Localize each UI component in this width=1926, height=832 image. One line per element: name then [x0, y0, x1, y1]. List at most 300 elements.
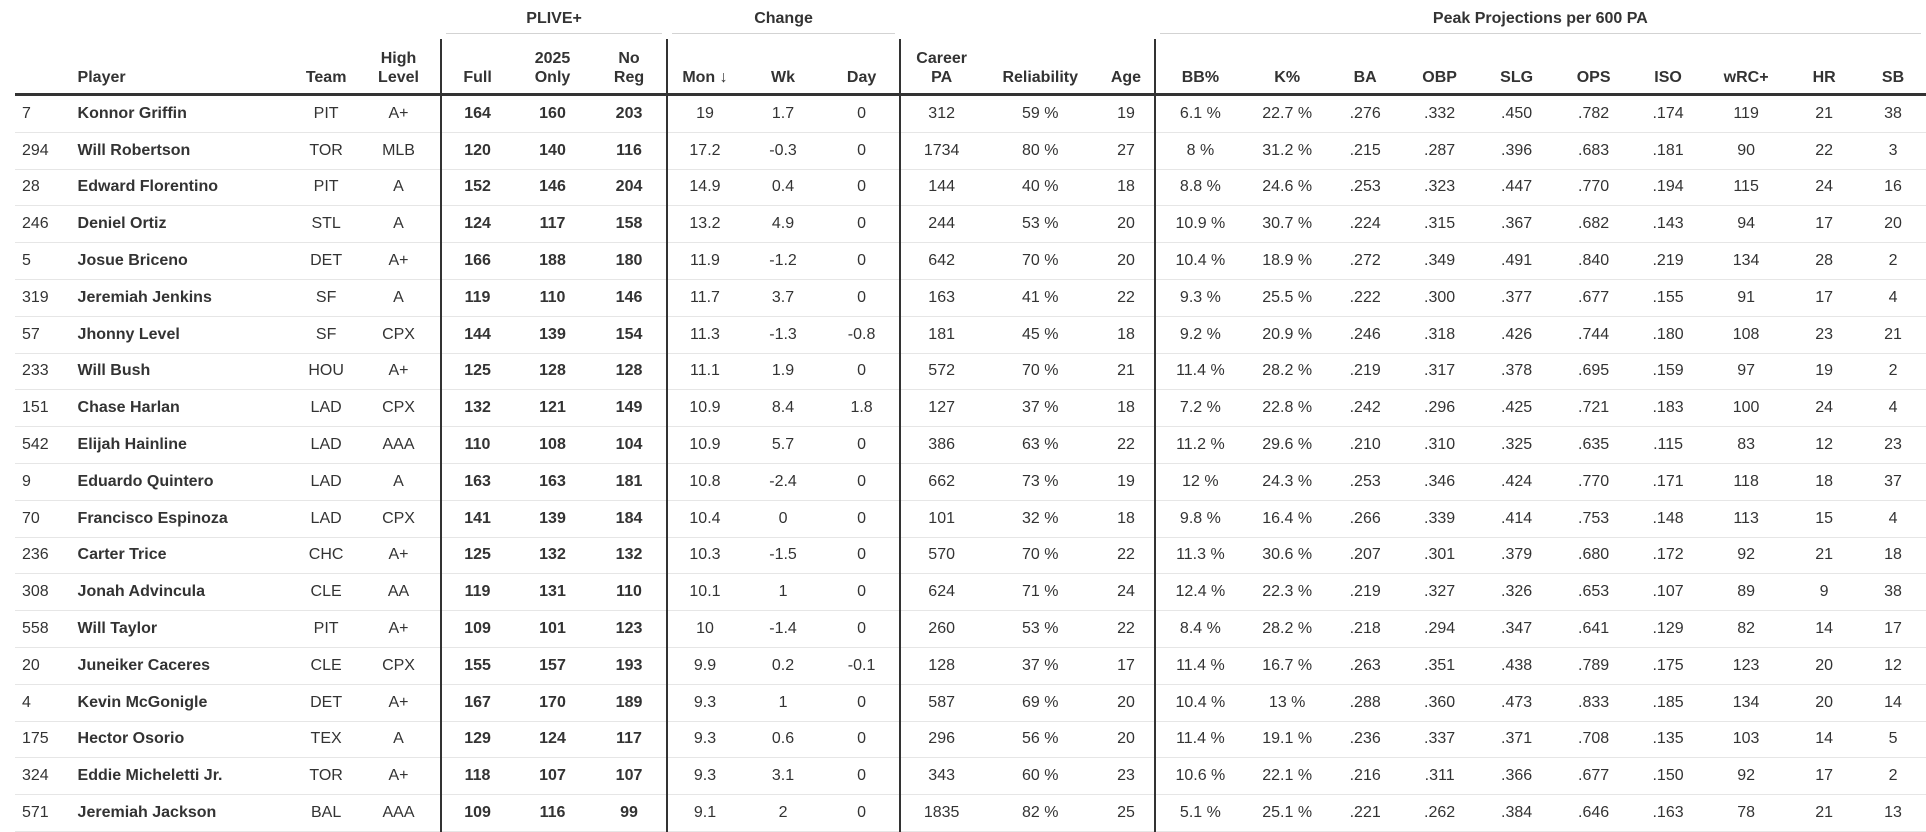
- cell-reliability: 70 %: [982, 353, 1098, 390]
- cell-rank: 246: [15, 206, 75, 243]
- col-header-2025-only[interactable]: 2025 Only: [513, 39, 592, 95]
- cell-ba: .253: [1329, 169, 1401, 206]
- cell-age: 20: [1098, 243, 1154, 280]
- cell-2025-only: 116: [513, 795, 592, 832]
- cell-career-pa: 572: [900, 353, 982, 390]
- cell-player[interactable]: Jeremiah Jackson: [75, 795, 296, 832]
- cell-ops: .753: [1555, 500, 1632, 537]
- cell-iso: .175: [1632, 647, 1704, 684]
- cell-wk: 8.4: [742, 390, 824, 427]
- col-header-k-pct[interactable]: K%: [1245, 39, 1329, 95]
- table-row[interactable]: [15, 206, 1926, 243]
- cell-player[interactable]: Eddie Micheletti Jr.: [75, 758, 296, 795]
- cell-player[interactable]: Chase Harlan: [75, 390, 296, 427]
- cell-day: 0: [824, 243, 900, 280]
- cell-ba: .242: [1329, 390, 1401, 427]
- col-header-high-level[interactable]: High Level: [357, 39, 441, 95]
- cell-sb: 4: [1860, 390, 1926, 427]
- cell-player[interactable]: Eduardo Quintero: [75, 463, 296, 500]
- cell-high-level: A+: [357, 243, 441, 280]
- col-header-slg[interactable]: SLG: [1478, 39, 1555, 95]
- cell-obp: .287: [1401, 132, 1478, 169]
- cell-team: STL: [295, 206, 357, 243]
- table-row[interactable]: [15, 684, 1926, 721]
- cell-rank: 558: [15, 611, 75, 648]
- col-header-ops[interactable]: OPS: [1555, 39, 1632, 95]
- cell-age: 22: [1098, 427, 1154, 464]
- cell-reliability: 82 %: [982, 795, 1098, 832]
- cell-ba: .210: [1329, 427, 1401, 464]
- table-row[interactable]: [15, 95, 1926, 133]
- cell-full: 120: [441, 132, 513, 169]
- cell-iso: .155: [1632, 279, 1704, 316]
- cell-career-pa: 128: [900, 647, 982, 684]
- cell-sb: 21: [1860, 316, 1926, 353]
- cell-age: 21: [1098, 353, 1154, 390]
- cell-k-pct: 20.9 %: [1245, 316, 1329, 353]
- cell-rank: 319: [15, 279, 75, 316]
- cell-player[interactable]: Kevin McGonigle: [75, 684, 296, 721]
- cell-no-reg: 149: [592, 390, 667, 427]
- cell-reliability: 69 %: [982, 684, 1098, 721]
- cell-career-pa: 587: [900, 684, 982, 721]
- cell-k-pct: 28.2 %: [1245, 353, 1329, 390]
- change-group-header: Change: [667, 4, 900, 39]
- cell-hr: 18: [1788, 463, 1860, 500]
- cell-career-pa: 244: [900, 206, 982, 243]
- cell-ops: .782: [1555, 95, 1632, 133]
- cell-slg: .377: [1478, 279, 1555, 316]
- cell-reliability: 40 %: [982, 169, 1098, 206]
- cell-ba: .216: [1329, 758, 1401, 795]
- cell-hr: 21: [1788, 95, 1860, 133]
- cell-k-pct: 13 %: [1245, 684, 1329, 721]
- cell-bb-pct: 10.9 %: [1155, 206, 1245, 243]
- cell-mon: 10.3: [667, 537, 742, 574]
- cell-bb-pct: 5.1 %: [1155, 795, 1245, 832]
- cell-bb-pct: 9.3 %: [1155, 279, 1245, 316]
- cell-bb-pct: 10.6 %: [1155, 758, 1245, 795]
- cell-k-pct: 30.6 %: [1245, 537, 1329, 574]
- cell-rank: 57: [15, 316, 75, 353]
- cell-sb: 4: [1860, 279, 1926, 316]
- cell-team: SF: [295, 316, 357, 353]
- cell-mon: 9.3: [667, 721, 742, 758]
- cell-wrc-plus: 97: [1704, 353, 1788, 390]
- cell-mon: 9.3: [667, 684, 742, 721]
- cell-wrc-plus: 134: [1704, 684, 1788, 721]
- cell-age: 23: [1098, 758, 1154, 795]
- cell-obp: .294: [1401, 611, 1478, 648]
- table-row[interactable]: [15, 132, 1926, 169]
- cell-sb: 23: [1860, 427, 1926, 464]
- cell-slg: .325: [1478, 427, 1555, 464]
- table-row[interactable]: [15, 243, 1926, 280]
- table-row[interactable]: [15, 279, 1926, 316]
- cell-2025-only: 170: [513, 684, 592, 721]
- cell-wk: 1: [742, 684, 824, 721]
- table-row[interactable]: [15, 574, 1926, 611]
- cell-reliability: 53 %: [982, 611, 1098, 648]
- cell-obp: .318: [1401, 316, 1478, 353]
- cell-slg: .347: [1478, 611, 1555, 648]
- cell-rank: 9: [15, 463, 75, 500]
- cell-hr: 14: [1788, 721, 1860, 758]
- cell-team: PIT: [295, 611, 357, 648]
- cell-age: 27: [1098, 132, 1154, 169]
- cell-ops: .721: [1555, 390, 1632, 427]
- cell-hr: 9: [1788, 574, 1860, 611]
- cell-team: HOU: [295, 353, 357, 390]
- cell-age: 18: [1098, 500, 1154, 537]
- cell-ba: .215: [1329, 132, 1401, 169]
- cell-player[interactable]: Francisco Espinoza: [75, 500, 296, 537]
- cell-hr: 22: [1788, 132, 1860, 169]
- cell-wrc-plus: 134: [1704, 243, 1788, 280]
- cell-high-level: A+: [357, 353, 441, 390]
- cell-wrc-plus: 100: [1704, 390, 1788, 427]
- cell-player[interactable]: Deniel Ortiz: [75, 206, 296, 243]
- cell-player[interactable]: Jonah Advincula: [75, 574, 296, 611]
- cell-wk: 1.7: [742, 95, 824, 133]
- col-header-player[interactable]: Player: [75, 39, 296, 95]
- cell-ops: .680: [1555, 537, 1632, 574]
- cell-mon: 9.9: [667, 647, 742, 684]
- cell-age: 19: [1098, 95, 1154, 133]
- cell-ops: .833: [1555, 684, 1632, 721]
- cell-mon: 13.2: [667, 206, 742, 243]
- cell-bb-pct: 9.8 %: [1155, 500, 1245, 537]
- cell-ba: .288: [1329, 684, 1401, 721]
- cell-ops: .677: [1555, 758, 1632, 795]
- cell-2025-only: 157: [513, 647, 592, 684]
- col-header-ba[interactable]: BA: [1329, 39, 1401, 95]
- cell-high-level: A+: [357, 611, 441, 648]
- col-header-day[interactable]: Day: [824, 39, 900, 95]
- cell-obp: .310: [1401, 427, 1478, 464]
- cell-day: 0: [824, 206, 900, 243]
- cell-team: CLE: [295, 574, 357, 611]
- col-header-full[interactable]: Full: [441, 39, 513, 95]
- table-row[interactable]: [15, 390, 1926, 427]
- col-header-team[interactable]: Team: [295, 39, 357, 95]
- col-header-career-pa[interactable]: Career PA: [900, 39, 982, 95]
- table-row[interactable]: [15, 758, 1926, 795]
- cell-team: TEX: [295, 721, 357, 758]
- cell-day: 1.8: [824, 390, 900, 427]
- cell-ops: .770: [1555, 463, 1632, 500]
- cell-wrc-plus: 113: [1704, 500, 1788, 537]
- cell-reliability: 73 %: [982, 463, 1098, 500]
- table-row[interactable]: [15, 500, 1926, 537]
- cell-career-pa: 624: [900, 574, 982, 611]
- cell-rank: 7: [15, 95, 75, 133]
- cell-high-level: AA: [357, 574, 441, 611]
- cell-mon: 11.3: [667, 316, 742, 353]
- cell-player[interactable]: Hector Osorio: [75, 721, 296, 758]
- cell-k-pct: 25.5 %: [1245, 279, 1329, 316]
- cell-hr: 17: [1788, 206, 1860, 243]
- cell-k-pct: 24.3 %: [1245, 463, 1329, 500]
- cell-wk: 0.2: [742, 647, 824, 684]
- cell-hr: 21: [1788, 537, 1860, 574]
- cell-rank: 20: [15, 647, 75, 684]
- cell-k-pct: 22.7 %: [1245, 95, 1329, 133]
- cell-rank: 236: [15, 537, 75, 574]
- cell-2025-only: 110: [513, 279, 592, 316]
- cell-bb-pct: 12 %: [1155, 463, 1245, 500]
- cell-bb-pct: 10.4 %: [1155, 684, 1245, 721]
- cell-ba: .263: [1329, 647, 1401, 684]
- col-header-obp[interactable]: OBP: [1401, 39, 1478, 95]
- cell-ba: .236: [1329, 721, 1401, 758]
- cell-ops: .789: [1555, 647, 1632, 684]
- cell-full: 125: [441, 537, 513, 574]
- cell-ops: .635: [1555, 427, 1632, 464]
- cell-high-level: CPX: [357, 390, 441, 427]
- cell-wk: -2.4: [742, 463, 824, 500]
- cell-team: CHC: [295, 537, 357, 574]
- cell-k-pct: 16.7 %: [1245, 647, 1329, 684]
- cell-obp: .300: [1401, 279, 1478, 316]
- cell-career-pa: 1734: [900, 132, 982, 169]
- table-row[interactable]: [15, 427, 1926, 464]
- cell-iso: .135: [1632, 721, 1704, 758]
- cell-day: 0: [824, 463, 900, 500]
- cell-age: 20: [1098, 684, 1154, 721]
- cell-iso: .148: [1632, 500, 1704, 537]
- cell-bb-pct: 11.4 %: [1155, 721, 1245, 758]
- cell-wrc-plus: 119: [1704, 95, 1788, 133]
- cell-slg: .425: [1478, 390, 1555, 427]
- col-header-iso[interactable]: ISO: [1632, 39, 1704, 95]
- cell-player[interactable]: Konnor Griffin: [75, 95, 296, 133]
- cell-k-pct: 22.1 %: [1245, 758, 1329, 795]
- cell-player[interactable]: Will Robertson: [75, 132, 296, 169]
- cell-slg: .384: [1478, 795, 1555, 832]
- cell-player[interactable]: Jhonny Level: [75, 316, 296, 353]
- cell-wk: 1.9: [742, 353, 824, 390]
- cell-reliability: 45 %: [982, 316, 1098, 353]
- table-row[interactable]: [15, 611, 1926, 648]
- cell-player[interactable]: Jeremiah Jenkins: [75, 279, 296, 316]
- cell-mon: 14.9: [667, 169, 742, 206]
- cell-obp: .351: [1401, 647, 1478, 684]
- cell-slg: .450: [1478, 95, 1555, 133]
- cell-hr: 23: [1788, 316, 1860, 353]
- table-row[interactable]: [15, 537, 1926, 574]
- cell-rank: 294: [15, 132, 75, 169]
- cell-wk: 3.7: [742, 279, 824, 316]
- cell-wk: 3.1: [742, 758, 824, 795]
- cell-mon: 17.2: [667, 132, 742, 169]
- cell-sb: 3: [1860, 132, 1926, 169]
- cell-ba: .224: [1329, 206, 1401, 243]
- cell-full: 118: [441, 758, 513, 795]
- col-header-age[interactable]: Age: [1098, 39, 1154, 95]
- cell-wrc-plus: 92: [1704, 758, 1788, 795]
- cell-team: DET: [295, 684, 357, 721]
- cell-day: -0.8: [824, 316, 900, 353]
- cell-day: 0: [824, 721, 900, 758]
- cell-2025-only: 163: [513, 463, 592, 500]
- cell-high-level: A: [357, 206, 441, 243]
- cell-k-pct: 18.9 %: [1245, 243, 1329, 280]
- cell-hr: 15: [1788, 500, 1860, 537]
- cell-full: 132: [441, 390, 513, 427]
- cell-career-pa: 101: [900, 500, 982, 537]
- cell-sb: 16: [1860, 169, 1926, 206]
- cell-age: 25: [1098, 795, 1154, 832]
- cell-hr: 17: [1788, 758, 1860, 795]
- cell-player[interactable]: Will Taylor: [75, 611, 296, 648]
- table-row[interactable]: [15, 316, 1926, 353]
- cell-career-pa: 386: [900, 427, 982, 464]
- cell-hr: 17: [1788, 279, 1860, 316]
- cell-age: 20: [1098, 206, 1154, 243]
- cell-ops: .653: [1555, 574, 1632, 611]
- cell-ops: .646: [1555, 795, 1632, 832]
- cell-high-level: A+: [357, 684, 441, 721]
- cell-wrc-plus: 89: [1704, 574, 1788, 611]
- cell-career-pa: 127: [900, 390, 982, 427]
- cell-ba: .272: [1329, 243, 1401, 280]
- cell-bb-pct: 11.4 %: [1155, 647, 1245, 684]
- cell-player[interactable]: Carter Trice: [75, 537, 296, 574]
- cell-mon: 10.9: [667, 390, 742, 427]
- col-header-bb-pct[interactable]: BB%: [1155, 39, 1245, 95]
- cell-player[interactable]: Edward Florentino: [75, 169, 296, 206]
- cell-hr: 28: [1788, 243, 1860, 280]
- cell-mon: 11.7: [667, 279, 742, 316]
- col-header-mon[interactable]: Mon ↓: [667, 39, 742, 95]
- cell-hr: 24: [1788, 169, 1860, 206]
- cell-2025-only: 140: [513, 132, 592, 169]
- cell-hr: 21: [1788, 795, 1860, 832]
- cell-slg: .491: [1478, 243, 1555, 280]
- cell-team: LAD: [295, 500, 357, 537]
- cell-age: 17: [1098, 647, 1154, 684]
- cell-team: BAL: [295, 795, 357, 832]
- cell-wk: 2: [742, 795, 824, 832]
- col-header-wrc-plus[interactable]: wRC+: [1704, 39, 1788, 95]
- cell-no-reg: 146: [592, 279, 667, 316]
- cell-wk: -0.3: [742, 132, 824, 169]
- cell-day: 0: [824, 427, 900, 464]
- cell-2025-only: 146: [513, 169, 592, 206]
- cell-career-pa: 163: [900, 279, 982, 316]
- cell-ba: .221: [1329, 795, 1401, 832]
- plive-group-header: PLIVE+: [441, 4, 667, 39]
- cell-iso: .185: [1632, 684, 1704, 721]
- cell-k-pct: 25.1 %: [1245, 795, 1329, 832]
- cell-slg: .371: [1478, 721, 1555, 758]
- cell-no-reg: 110: [592, 574, 667, 611]
- cell-rank: 175: [15, 721, 75, 758]
- cell-wrc-plus: 91: [1704, 279, 1788, 316]
- col-header-reliability[interactable]: Reliability: [982, 39, 1098, 95]
- cell-no-reg: 189: [592, 684, 667, 721]
- cell-full: 109: [441, 795, 513, 832]
- cell-full: 129: [441, 721, 513, 758]
- cell-career-pa: 144: [900, 169, 982, 206]
- cell-wk: 1: [742, 574, 824, 611]
- table-row[interactable]: [15, 463, 1926, 500]
- cell-day: 0: [824, 758, 900, 795]
- cell-obp: .317: [1401, 353, 1478, 390]
- table-row[interactable]: [15, 721, 1926, 758]
- cell-reliability: 59 %: [982, 95, 1098, 133]
- cell-ba: .266: [1329, 500, 1401, 537]
- cell-career-pa: 260: [900, 611, 982, 648]
- cell-rank: 571: [15, 795, 75, 832]
- cell-team: CLE: [295, 647, 357, 684]
- cell-bb-pct: 8.4 %: [1155, 611, 1245, 648]
- table-row[interactable]: [15, 795, 1926, 832]
- cell-ops: .708: [1555, 721, 1632, 758]
- cell-team: PIT: [295, 95, 357, 133]
- cell-high-level: MLB: [357, 132, 441, 169]
- cell-day: 0: [824, 574, 900, 611]
- cell-mon: 11.9: [667, 243, 742, 280]
- cell-slg: .378: [1478, 353, 1555, 390]
- col-header-hr[interactable]: HR: [1788, 39, 1860, 95]
- cell-full: 109: [441, 611, 513, 648]
- cell-mon: 9.3: [667, 758, 742, 795]
- table-row[interactable]: [15, 353, 1926, 390]
- cell-bb-pct: 8 %: [1155, 132, 1245, 169]
- col-header-wk[interactable]: Wk: [742, 39, 824, 95]
- cell-iso: .181: [1632, 132, 1704, 169]
- cell-slg: .424: [1478, 463, 1555, 500]
- cell-ops: .682: [1555, 206, 1632, 243]
- cell-ba: .253: [1329, 463, 1401, 500]
- cell-2025-only: 139: [513, 500, 592, 537]
- cell-2025-only: 108: [513, 427, 592, 464]
- cell-reliability: 41 %: [982, 279, 1098, 316]
- cell-wk: -1.5: [742, 537, 824, 574]
- cell-2025-only: 132: [513, 537, 592, 574]
- col-header-no-reg[interactable]: No Reg: [592, 39, 667, 95]
- cell-obp: .327: [1401, 574, 1478, 611]
- cell-sb: 2: [1860, 758, 1926, 795]
- cell-obp: .337: [1401, 721, 1478, 758]
- cell-sb: 2: [1860, 243, 1926, 280]
- cell-day: 0: [824, 95, 900, 133]
- cell-wrc-plus: 78: [1704, 795, 1788, 832]
- col-header-sb[interactable]: SB: [1860, 39, 1926, 95]
- cell-day: 0: [824, 279, 900, 316]
- table-row[interactable]: [15, 169, 1926, 206]
- cell-full: 167: [441, 684, 513, 721]
- cell-iso: .171: [1632, 463, 1704, 500]
- cell-iso: .183: [1632, 390, 1704, 427]
- cell-player[interactable]: Juneiker Caceres: [75, 647, 296, 684]
- cell-ba: .218: [1329, 611, 1401, 648]
- cell-obp: .360: [1401, 684, 1478, 721]
- cell-player[interactable]: Josue Briceno: [75, 243, 296, 280]
- cell-player[interactable]: Elijah Hainline: [75, 427, 296, 464]
- cell-iso: .163: [1632, 795, 1704, 832]
- cell-bb-pct: 10.4 %: [1155, 243, 1245, 280]
- cell-age: 24: [1098, 574, 1154, 611]
- cell-sb: 5: [1860, 721, 1926, 758]
- cell-player[interactable]: Will Bush: [75, 353, 296, 390]
- table-row[interactable]: [15, 647, 1926, 684]
- cell-slg: .367: [1478, 206, 1555, 243]
- cell-mon: 11.1: [667, 353, 742, 390]
- cell-rank: 70: [15, 500, 75, 537]
